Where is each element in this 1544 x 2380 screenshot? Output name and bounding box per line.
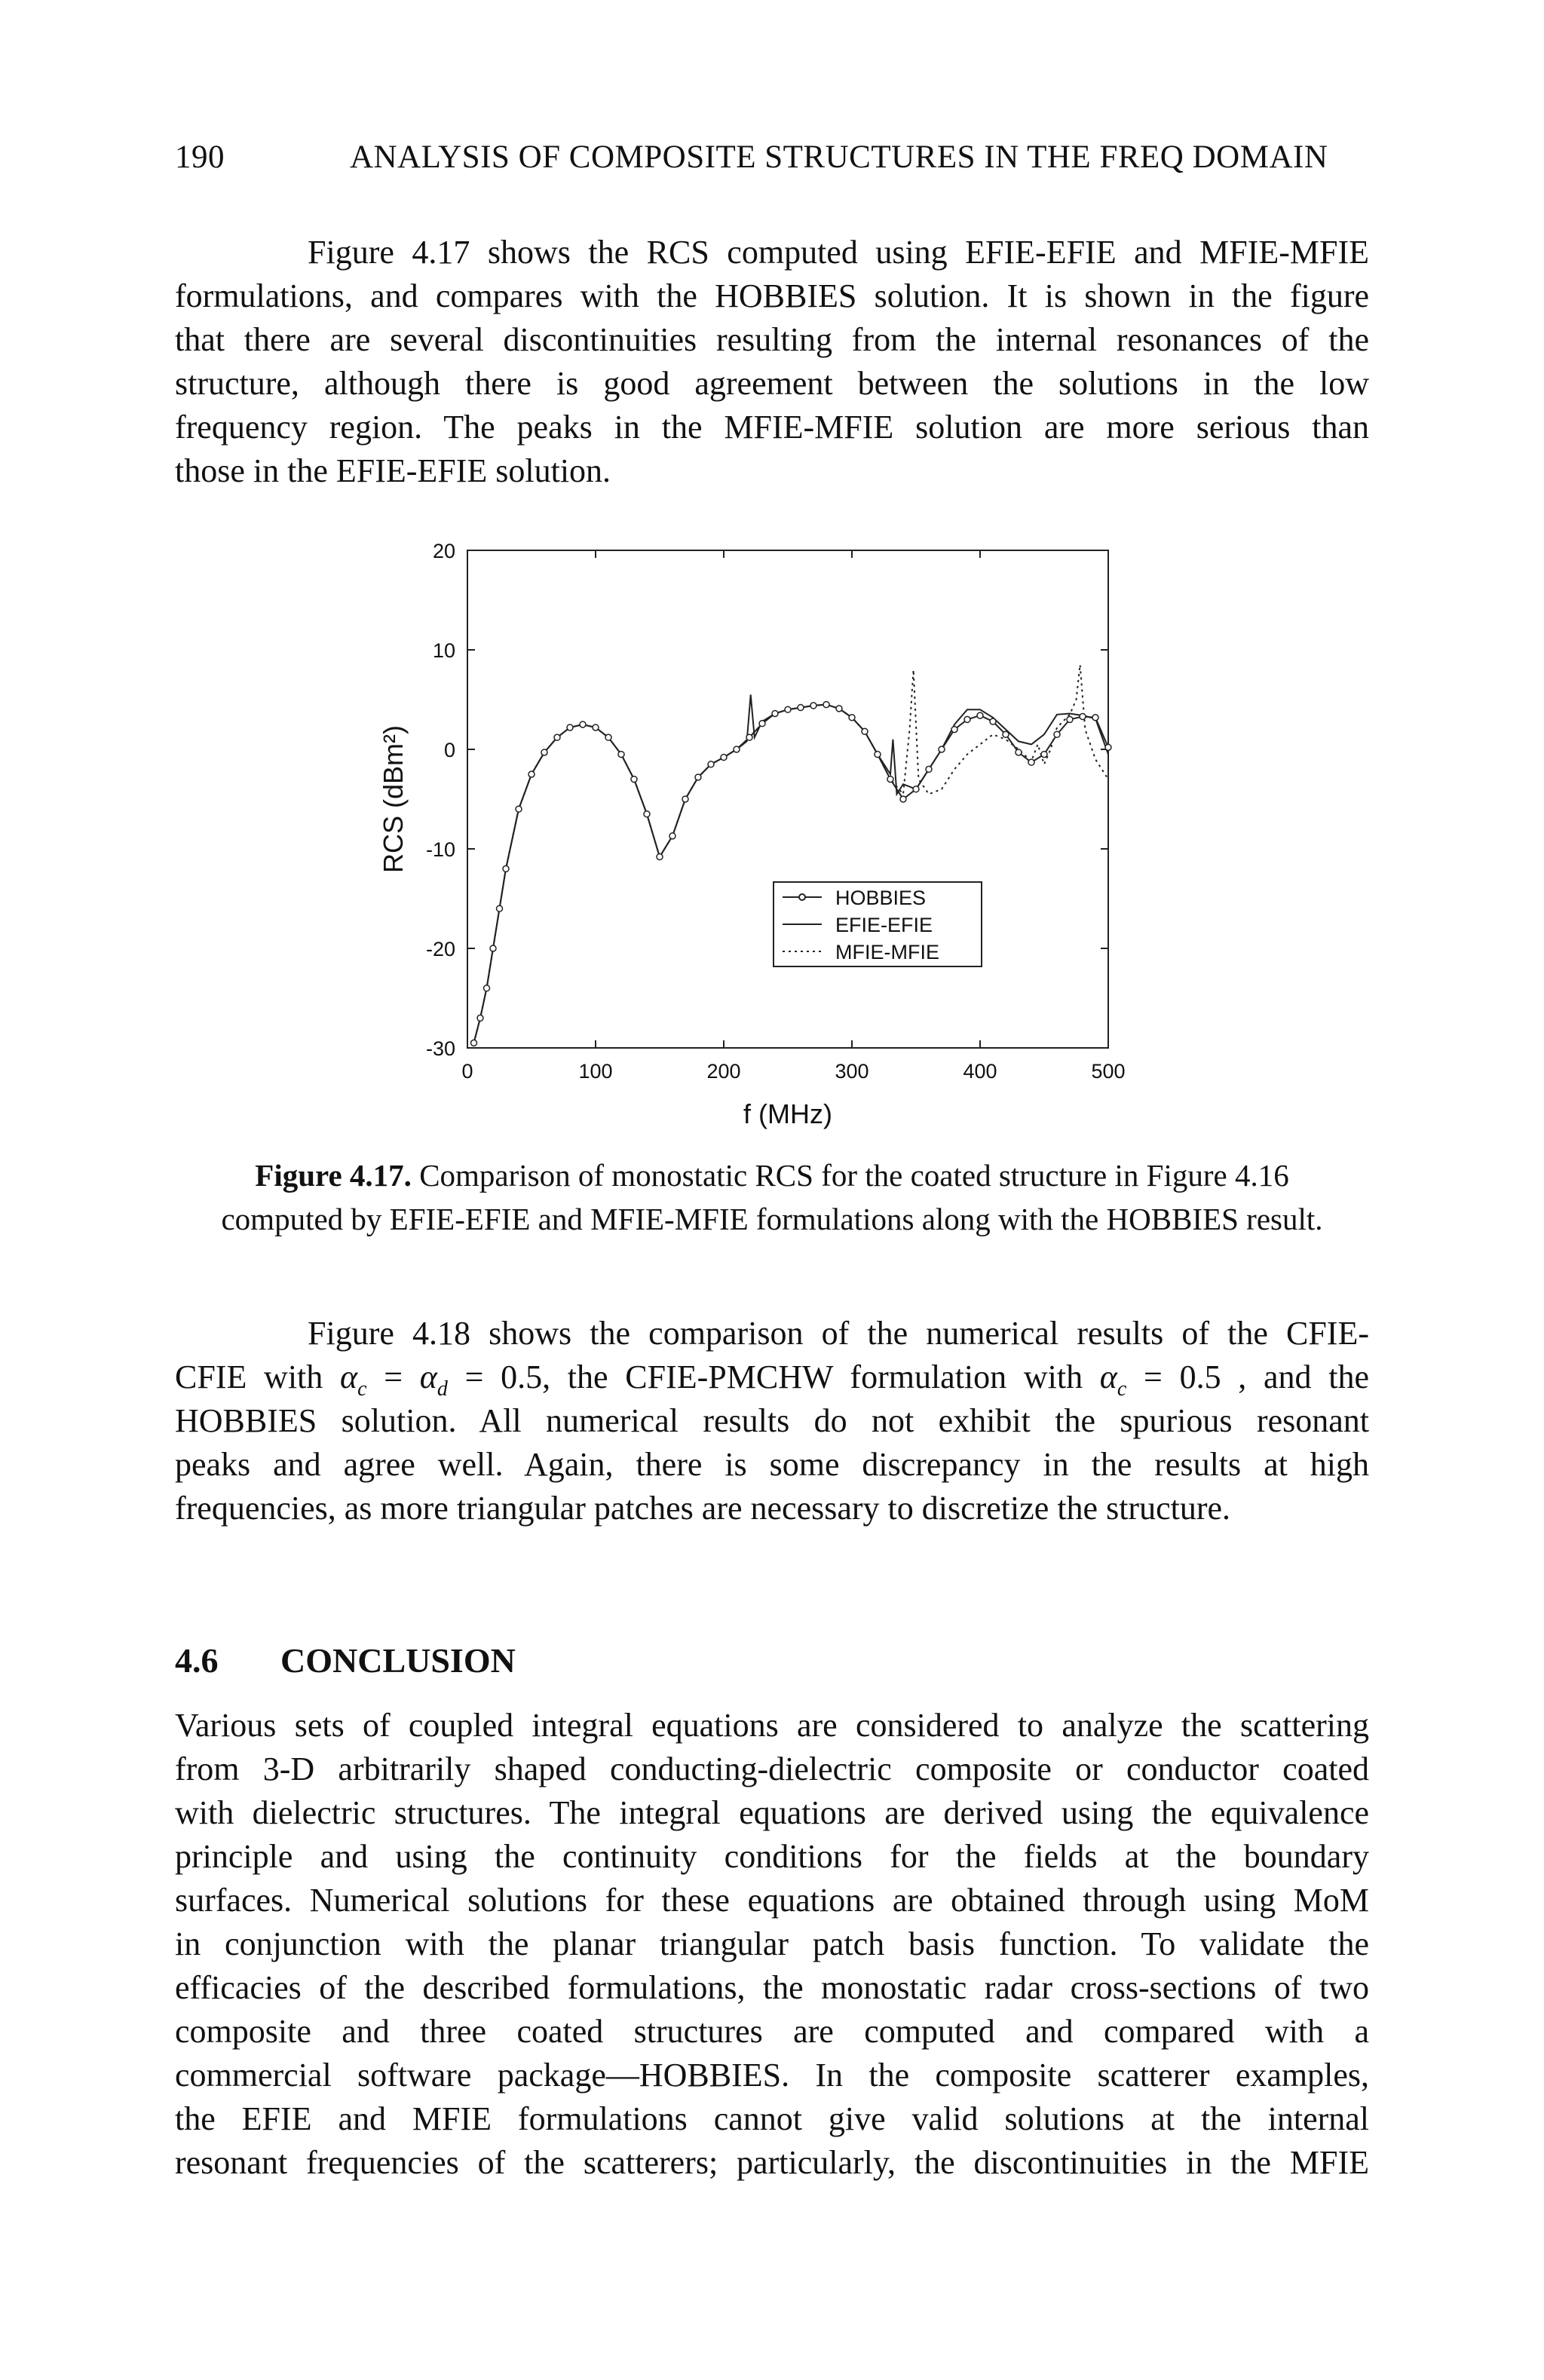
legend-label-hobbies: HOBBIES bbox=[835, 887, 927, 909]
y-tick-label: 10 bbox=[432, 639, 455, 662]
hobbies-point bbox=[593, 724, 599, 731]
text-line: frequencies, as more triangular patches are necessary to discretize the structure. bbox=[175, 1490, 1231, 1527]
hobbies-point bbox=[977, 712, 983, 718]
x-tick-label: 300 bbox=[835, 1060, 869, 1083]
legend-label-mfie: MFIE-MFIE bbox=[835, 941, 939, 963]
hobbies-point bbox=[900, 796, 906, 802]
hobbies-point bbox=[951, 727, 957, 733]
hobbies-point bbox=[913, 786, 919, 792]
hobbies-point bbox=[862, 728, 868, 734]
legend bbox=[774, 882, 982, 966]
hobbies-point bbox=[682, 796, 688, 802]
math-subscript: c bbox=[357, 1377, 367, 1401]
text-line: that there are several discontinuities resulting from the internal resonances of the bbox=[175, 321, 1369, 358]
hobbies-point bbox=[823, 702, 829, 708]
text-line: those in the EFIE-EFIE solution. bbox=[175, 452, 611, 489]
hobbies-point bbox=[721, 755, 727, 761]
x-tick-label: 400 bbox=[963, 1060, 997, 1083]
hobbies-point bbox=[605, 734, 611, 740]
series-lines bbox=[474, 665, 1109, 1043]
y-tick-label: 20 bbox=[432, 540, 455, 562]
hobbies-point bbox=[746, 734, 752, 740]
hobbies-point bbox=[695, 774, 701, 780]
text-line-with-math bbox=[175, 1355, 1369, 1399]
hobbies-point bbox=[497, 905, 503, 911]
text-line: structure, although there is good agreement between the solutions in the low bbox=[175, 365, 1369, 402]
hobbies-point bbox=[875, 752, 881, 758]
text-line: with dielectric structures. The integral equations are derived using the equivalence bbox=[175, 1794, 1369, 1831]
text-line: formulations, and compares with the HOBBIES solution. It is shown in the figure bbox=[175, 277, 1369, 314]
math-eq: = bbox=[366, 1358, 420, 1395]
legend-marker-hobbies bbox=[799, 894, 805, 900]
y-tick-label: -20 bbox=[425, 938, 455, 960]
series-line-efie-efie bbox=[474, 694, 1109, 1043]
paragraph-conclusion bbox=[175, 1704, 1369, 2185]
x-tick-label: 200 bbox=[706, 1060, 741, 1083]
hobbies-point bbox=[990, 718, 996, 724]
hobbies-point bbox=[964, 716, 970, 722]
hobbies-point bbox=[477, 1015, 483, 1021]
hobbies-point bbox=[631, 776, 637, 783]
x-tick-label: 0 bbox=[461, 1060, 473, 1083]
hobbies-point bbox=[836, 706, 842, 712]
hobbies-point bbox=[1067, 716, 1073, 722]
math-symbol: α bbox=[419, 1358, 437, 1395]
text-fragment: = 0.5 , and the bbox=[1126, 1358, 1369, 1395]
section-number: 4.6 bbox=[175, 1641, 219, 1680]
math-symbol: α bbox=[1099, 1358, 1117, 1395]
hobbies-point bbox=[1105, 744, 1111, 750]
hobbies-point bbox=[939, 746, 945, 752]
hobbies-point bbox=[887, 776, 893, 783]
figure-4-17-chart bbox=[362, 520, 1169, 1138]
x-tick-label: 500 bbox=[1091, 1060, 1126, 1083]
series-markers bbox=[471, 702, 1112, 1046]
text-line: peaks and agree well. Again, there is some discrepancy in the results at high bbox=[175, 1446, 1369, 1483]
hobbies-point bbox=[669, 833, 676, 839]
axis-ticks bbox=[467, 550, 1108, 1048]
hobbies-point bbox=[567, 724, 573, 731]
hobbies-point bbox=[1041, 752, 1047, 758]
text-line: in conjunction with the planar triangular patch basis function. To validate the bbox=[175, 1925, 1369, 1962]
text-line: principle and using the continuity conditions for the fields at the boundary bbox=[175, 1838, 1369, 1875]
running-title: ANALYSIS OF COMPOSITE STRUCTURES IN THE FREQ DOMAIN bbox=[350, 139, 1328, 175]
paragraph-figure-4-18-discussion bbox=[175, 1312, 1369, 1530]
math-symbol: α bbox=[339, 1358, 358, 1395]
text-line: the EFIE and MFIE formulations cannot give valid solutions at the internal bbox=[175, 2100, 1369, 2137]
text-line: efficacies of the described formulations, the monostatic radar cross-sections of two bbox=[175, 1969, 1369, 2006]
text-line: frequency region. The peaks in the MFIE-MFIE solution are more serious than bbox=[175, 409, 1369, 446]
hobbies-point bbox=[849, 715, 855, 721]
hobbies-point bbox=[798, 705, 804, 711]
hobbies-point bbox=[926, 766, 932, 772]
text-line: surfaces. Numerical solutions for these equations are obtained through using MoM bbox=[175, 1882, 1369, 1919]
x-tick-label: 100 bbox=[578, 1060, 613, 1083]
hobbies-point bbox=[772, 710, 778, 716]
hobbies-point bbox=[541, 749, 547, 755]
section-title: CONCLUSION bbox=[280, 1641, 516, 1680]
text-line: Figure 4.18 shows the comparison of the numerical results of the CFIE- bbox=[308, 1315, 1369, 1352]
caption-line-1 bbox=[175, 1153, 1369, 1197]
text-line: composite and three coated structures are computed and compared with a bbox=[175, 2013, 1369, 2050]
legend-label-efie: EFIE-EFIE bbox=[835, 914, 933, 936]
hobbies-point bbox=[657, 854, 663, 860]
hobbies-point bbox=[734, 746, 740, 752]
plot-frame bbox=[467, 550, 1108, 1048]
hobbies-point bbox=[528, 771, 535, 777]
y-axis-label: RCS (dBm²) bbox=[378, 725, 409, 873]
hobbies-point bbox=[785, 706, 791, 712]
math-alpha-c bbox=[339, 1358, 367, 1401]
hobbies-point bbox=[810, 703, 816, 709]
hobbies-point bbox=[471, 1040, 477, 1046]
text-line: Figure 4.17 shows the RCS computed using EFIE-EFIE and MFIE-MFIE bbox=[308, 234, 1369, 271]
text-line: from 3-D arbitrarily shaped conducting-dielectric composite or conductor coated bbox=[175, 1751, 1369, 1787]
math-subscript: d bbox=[437, 1377, 448, 1401]
hobbies-point bbox=[708, 761, 714, 767]
figure-caption bbox=[175, 1153, 1369, 1241]
hobbies-point bbox=[618, 752, 624, 758]
text-line: resonant frequencies of the scatterers; particularly, the discontinuities in the MFIE bbox=[175, 2144, 1369, 2181]
hobbies-point bbox=[1016, 749, 1022, 755]
hobbies-point bbox=[1028, 759, 1034, 765]
hobbies-point bbox=[516, 806, 522, 812]
math-alpha-c-2 bbox=[1099, 1358, 1127, 1401]
hobbies-point bbox=[1092, 715, 1098, 721]
series-line-mfie-mfie bbox=[474, 665, 1109, 1043]
hobbies-point bbox=[644, 811, 650, 817]
math-alpha-d bbox=[419, 1358, 448, 1401]
hobbies-point bbox=[580, 721, 586, 727]
y-tick-label: -30 bbox=[425, 1037, 455, 1060]
x-axis-label: f (MHz) bbox=[743, 1098, 832, 1129]
y-tick-label: 0 bbox=[443, 739, 455, 761]
page-number: 190 bbox=[175, 139, 225, 175]
paragraph-figure-4-17-discussion bbox=[175, 231, 1369, 493]
math-subscript: c bbox=[1117, 1377, 1127, 1401]
caption-text-1: Comparison of monostatic RCS for the coated structure in Figure 4.16 bbox=[411, 1158, 1289, 1193]
caption-label: Figure 4.17. bbox=[255, 1158, 412, 1193]
text-line: Various sets of coupled integral equations are considered to analyze the scattering bbox=[175, 1707, 1369, 1744]
y-tick-label: -10 bbox=[425, 838, 455, 861]
text-fragment: CFIE with bbox=[175, 1358, 340, 1395]
hobbies-point bbox=[490, 945, 496, 951]
hobbies-point bbox=[503, 865, 509, 871]
series-line-hobbies bbox=[474, 705, 1109, 1043]
text-line: commercial software package—HOBBIES. In the composite scatterer examples, bbox=[175, 2057, 1369, 2094]
hobbies-point bbox=[1003, 731, 1009, 737]
running-header bbox=[175, 139, 1369, 184]
text-fragment: = 0.5, the CFIE-PMCHW formulation with bbox=[447, 1358, 1100, 1395]
rcs-chart-svg bbox=[362, 520, 1169, 1138]
text-line: HOBBIES solution. All numerical results do not exhibit the spurious resonant bbox=[175, 1402, 1369, 1439]
hobbies-point bbox=[554, 734, 560, 740]
section-heading bbox=[175, 1640, 516, 1680]
hobbies-point bbox=[1054, 731, 1060, 737]
axis-tick-labels bbox=[426, 540, 1126, 1083]
hobbies-point bbox=[484, 985, 490, 991]
caption-text-2: computed by EFIE-EFIE and MFIE-MFIE formulations along with the HOBBIES result. bbox=[221, 1202, 1323, 1236]
hobbies-point bbox=[759, 721, 765, 727]
hobbies-point bbox=[1080, 713, 1086, 719]
